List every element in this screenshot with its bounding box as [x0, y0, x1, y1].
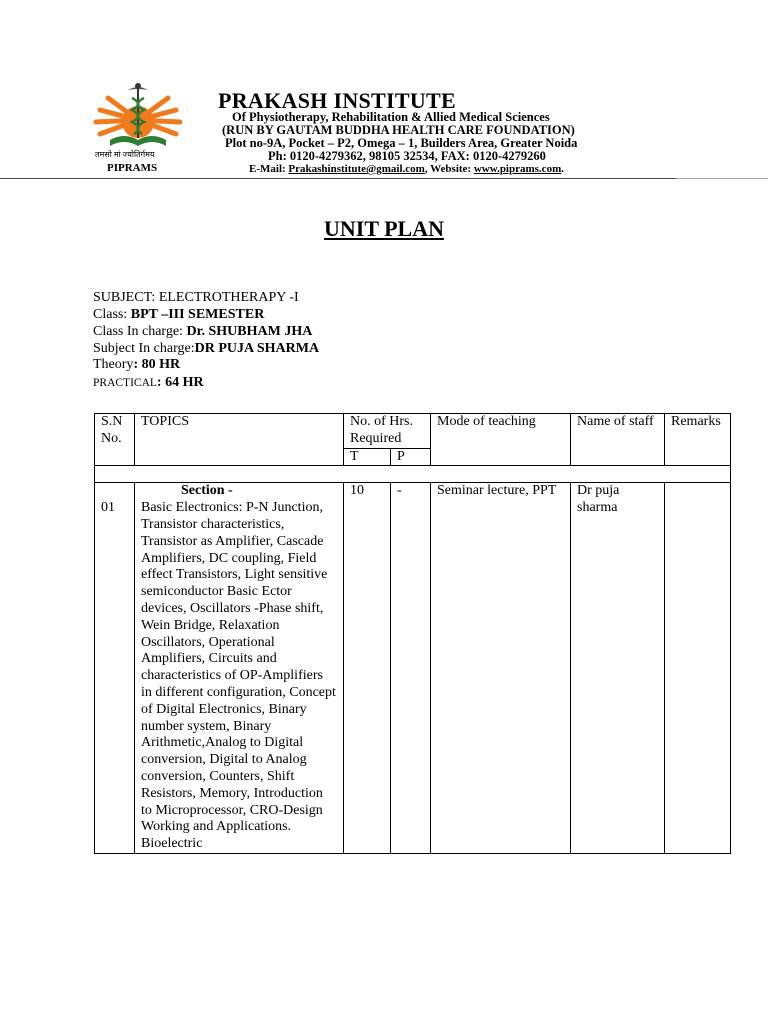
letterhead-divider — [0, 178, 676, 179]
subject-incharge-label: Subject In charge: — [93, 341, 195, 356]
class-line — [93, 306, 264, 323]
letterhead-divider-tail — [676, 178, 768, 179]
table-row — [95, 483, 731, 854]
institute-name: PRAKASH INSTITUTE — [218, 88, 456, 113]
header-sn: S.N No. — [95, 414, 135, 466]
theory-line — [93, 356, 180, 373]
row-remarks — [665, 483, 731, 854]
subject-incharge-value: DR PUJA SHARMA — [194, 341, 320, 356]
theory-value: : 80 HR — [133, 357, 181, 372]
header-remarks: Remarks — [665, 414, 731, 466]
class-incharge-value: Dr. SHUBHAM JHA — [186, 324, 313, 339]
header-p: P — [391, 448, 431, 466]
institute-subtitle: Of Physiotherapy, Rehabilitation & Allied Medical Sciences — [232, 110, 550, 124]
class-incharge-label: Class In charge: — [93, 324, 187, 339]
row-t: 10 — [344, 483, 391, 854]
website-link[interactable]: www.piprams.com — [473, 163, 562, 175]
run-by-line: (RUN BY GAUTAM BUDDHA HEALTH CARE FOUNDATION) — [222, 123, 575, 137]
row-staff: Dr puja sharma — [571, 483, 665, 854]
row-topic: Basic Electronics: P-N Junction, Transistor characteristics, Transistor as Amplifier, Cascade Amplifiers, DC coupling, Field effect Transistors, Light sensitive semiconductor Basic Ector devices, Oscillators -Phase shift, Wein Bridge, Relaxation Oscillators, Operational Amplifiers, Circuits and characteristics of OP-Amplifiers in different configuration, Concept of Digital Electronics, Binary number system, Binary Arithmetic,Analog to Digital conversion, Digital to Analog conversion, Counters, Shift Resistors, Memory, Introduction to Microprocessor, CRO-Design Working and Applications. Bioelectric — [141, 500, 336, 852]
email-link[interactable]: Prakashinstitute@gmail.com — [288, 163, 425, 175]
row-sn: 01 — [101, 500, 115, 516]
header-mode: Mode of teaching — [431, 414, 571, 466]
spacer-cell — [95, 466, 731, 483]
header-topics: TOPICS — [135, 414, 344, 466]
address-line: Plot no-9A, Pocket – P2, Omega – 1, Builders Area, Greater Noida — [225, 136, 578, 150]
subject-incharge-line — [93, 340, 319, 357]
practical-label: PRACTICAL — [93, 377, 157, 389]
logo-motto: तमसो मां ज्योतिर्गमय — [95, 150, 155, 159]
section-title: Section - — [181, 483, 233, 499]
logo-abbreviation: PIPRAMS — [107, 162, 158, 174]
website-label: , Website: — [424, 163, 474, 175]
practical-value: : 64 HR — [156, 375, 204, 390]
website-end: . — [561, 163, 564, 175]
unit-plan-table — [94, 413, 731, 854]
table-spacer-row — [95, 466, 731, 483]
class-label: Class: — [93, 307, 131, 322]
subject-value: ELECTROTHERAPY -I — [158, 290, 299, 305]
class-value: BPT –III SEMESTER — [130, 307, 265, 322]
subject-line — [93, 289, 299, 306]
practical-line — [93, 374, 204, 392]
contact-line — [249, 163, 564, 176]
theory-label: Theory — [93, 357, 134, 372]
table-header-row — [95, 414, 731, 449]
subject-label: SUBJECT: — [93, 290, 159, 305]
row-topic-cell — [135, 483, 344, 854]
class-incharge-line — [93, 323, 312, 340]
header-hours: No. of Hrs. Required — [344, 414, 431, 449]
row-p: - — [391, 483, 431, 854]
row-sn-cell — [95, 483, 135, 854]
header-staff: Name of staff — [571, 414, 665, 466]
email-label: E-Mail: — [249, 163, 289, 175]
header-t: T — [344, 448, 391, 466]
phone-line: Ph: 0120-4279362, 98105 32534, FAX: 0120-4279260 — [268, 149, 546, 163]
page-title: UNIT PLAN — [323, 216, 444, 241]
row-mode: Seminar lecture, PPT — [431, 483, 571, 854]
